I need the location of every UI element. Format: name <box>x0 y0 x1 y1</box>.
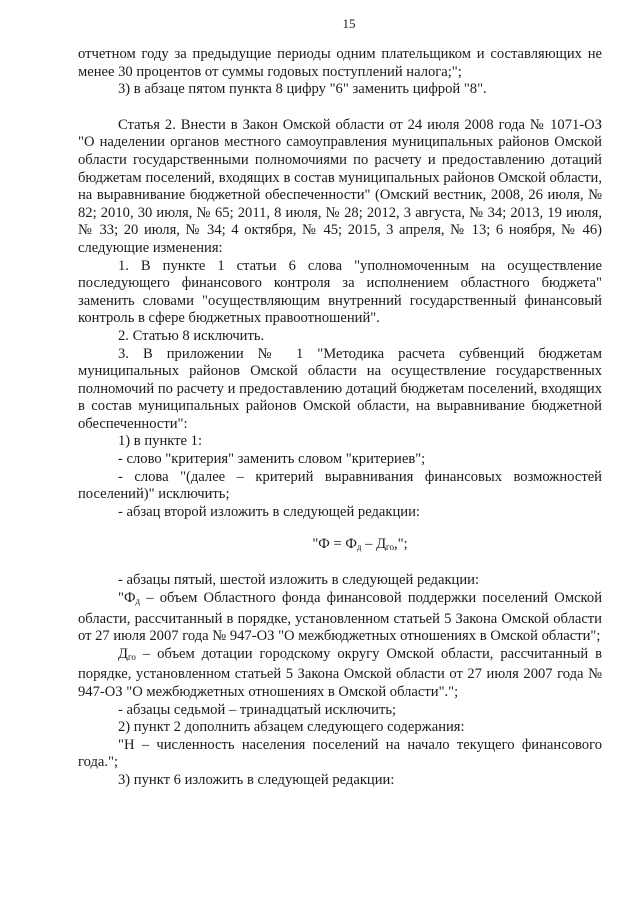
definition-fd <box>78 590 602 646</box>
formula-sub-d: д <box>356 542 362 553</box>
paragraph-subitem-1: 1) в пункте 1: <box>118 433 203 450</box>
definition-fd-text: – объем Областного фонда финансовой поддержки поселений Омской области, рассчитанный в порядке, установленном статьей 5 Закона Омской области от 27 июля 2007 года № 947-ОЗ "О межбюджетных отношениях в Омской области"; <box>78 590 602 645</box>
paragraph-item-2: 2. Статью 8 исключить. <box>118 327 265 344</box>
paragraph-dash-1: - слово "критерия" заменить словом "критериев"; <box>118 451 426 468</box>
definition-dgo-text: – объем дотации городскому округу Омской области, рассчитанный в порядке, установленном статьей 5 Закона Омской области от 27 июля 2007 года № 947-ОЗ "О межбюджетных отношениях в Омской области"."; <box>78 645 602 700</box>
page-number: 15 <box>342 16 356 31</box>
paragraph-dash-4: - абзацы пятый, шестой изложить в следующей редакции: <box>118 572 480 589</box>
definition-fd-lead: "Ф <box>118 590 136 607</box>
formula-suffix: ,"; <box>394 536 408 553</box>
definition-dgo-sub: го <box>127 651 136 662</box>
paragraph-quote-n: "Н – численность населения поселений на начало текущего финансового года."; <box>78 736 602 771</box>
formula-sub-go: го <box>386 542 394 553</box>
paragraph-subitem-3: 3) пункт 6 изложить в следующей редакции: <box>118 771 395 788</box>
formula <box>78 535 602 556</box>
paragraph-subitem-2: 2) пункт 2 дополнить абзацем следующего содержания: <box>118 719 465 736</box>
definition-dgo <box>78 646 602 702</box>
paragraph-dash-3: - абзац второй изложить в следующей редакции: <box>118 503 420 520</box>
paragraph-dash-5: - абзацы седьмой – тринадцатый исключить; <box>118 701 397 718</box>
definition-fd-sub: д <box>135 596 141 607</box>
definition-dgo-lead: Д <box>118 645 128 662</box>
formula-prefix: "Ф = Ф <box>312 536 357 553</box>
paragraph-amendment-3: 3) в абзаце пятом пункта 8 цифру "6" заменить цифрой "8". <box>118 81 487 98</box>
paragraph-item-1: 1. В пункте 1 статьи 6 слова "уполномоченным на осуществление последующего финансового контроля за исполнением областного бюджета" заменить словами "осуществляющим внутренний государственный финансовый контроль в сфере бюджетных правоотношений". <box>78 257 602 327</box>
formula-mid: – Д <box>361 536 387 553</box>
paragraph-dash-2: - слова "(далее – критерий выравнивания финансовых возможностей поселений)" исключить; <box>78 468 602 503</box>
paragraph-continuation: отчетном году за предыдущие периоды одним плательщиком и составляющих не менее 30 процентов от суммы годовых поступлений налога;"; <box>78 46 602 80</box>
spacer <box>78 99 602 117</box>
paragraph-item-3: 3. В приложении № 1 "Методика расчета субвенций бюджетам муниципальных районов Омской области на осуществление государственных полномочий по расчету и предоставлению дотаций бюджетам поселений, входящих в состав муниципальных районов Омской области, на выравнивание бюджетной обеспеченности": <box>78 345 602 432</box>
paragraph-article-2: Статья 2. Внести в Закон Омской области от 24 июля 2008 года № 1071-ОЗ "О наделении органов местного самоуправления муниципальных районов Омской области государственными полномочиями по расчету и предоставлению дотаций бюджетам поселений, входящих в состав муниципальных районов Омской области, на выравнивание бюджетной обеспеченности" (Омский вестник, 2008, 26 июля, № 82; 2010, 30 июля, № 65; 2011, 8 июля, № 28; 2012, 3 августа, № 34; 2013, 19 июля, № 33; 20 июля, № 34; 4 октября, № 45; 2015, 3 апреля, № 13; 6 ноября, № 46) следующие изменения: <box>78 116 602 256</box>
